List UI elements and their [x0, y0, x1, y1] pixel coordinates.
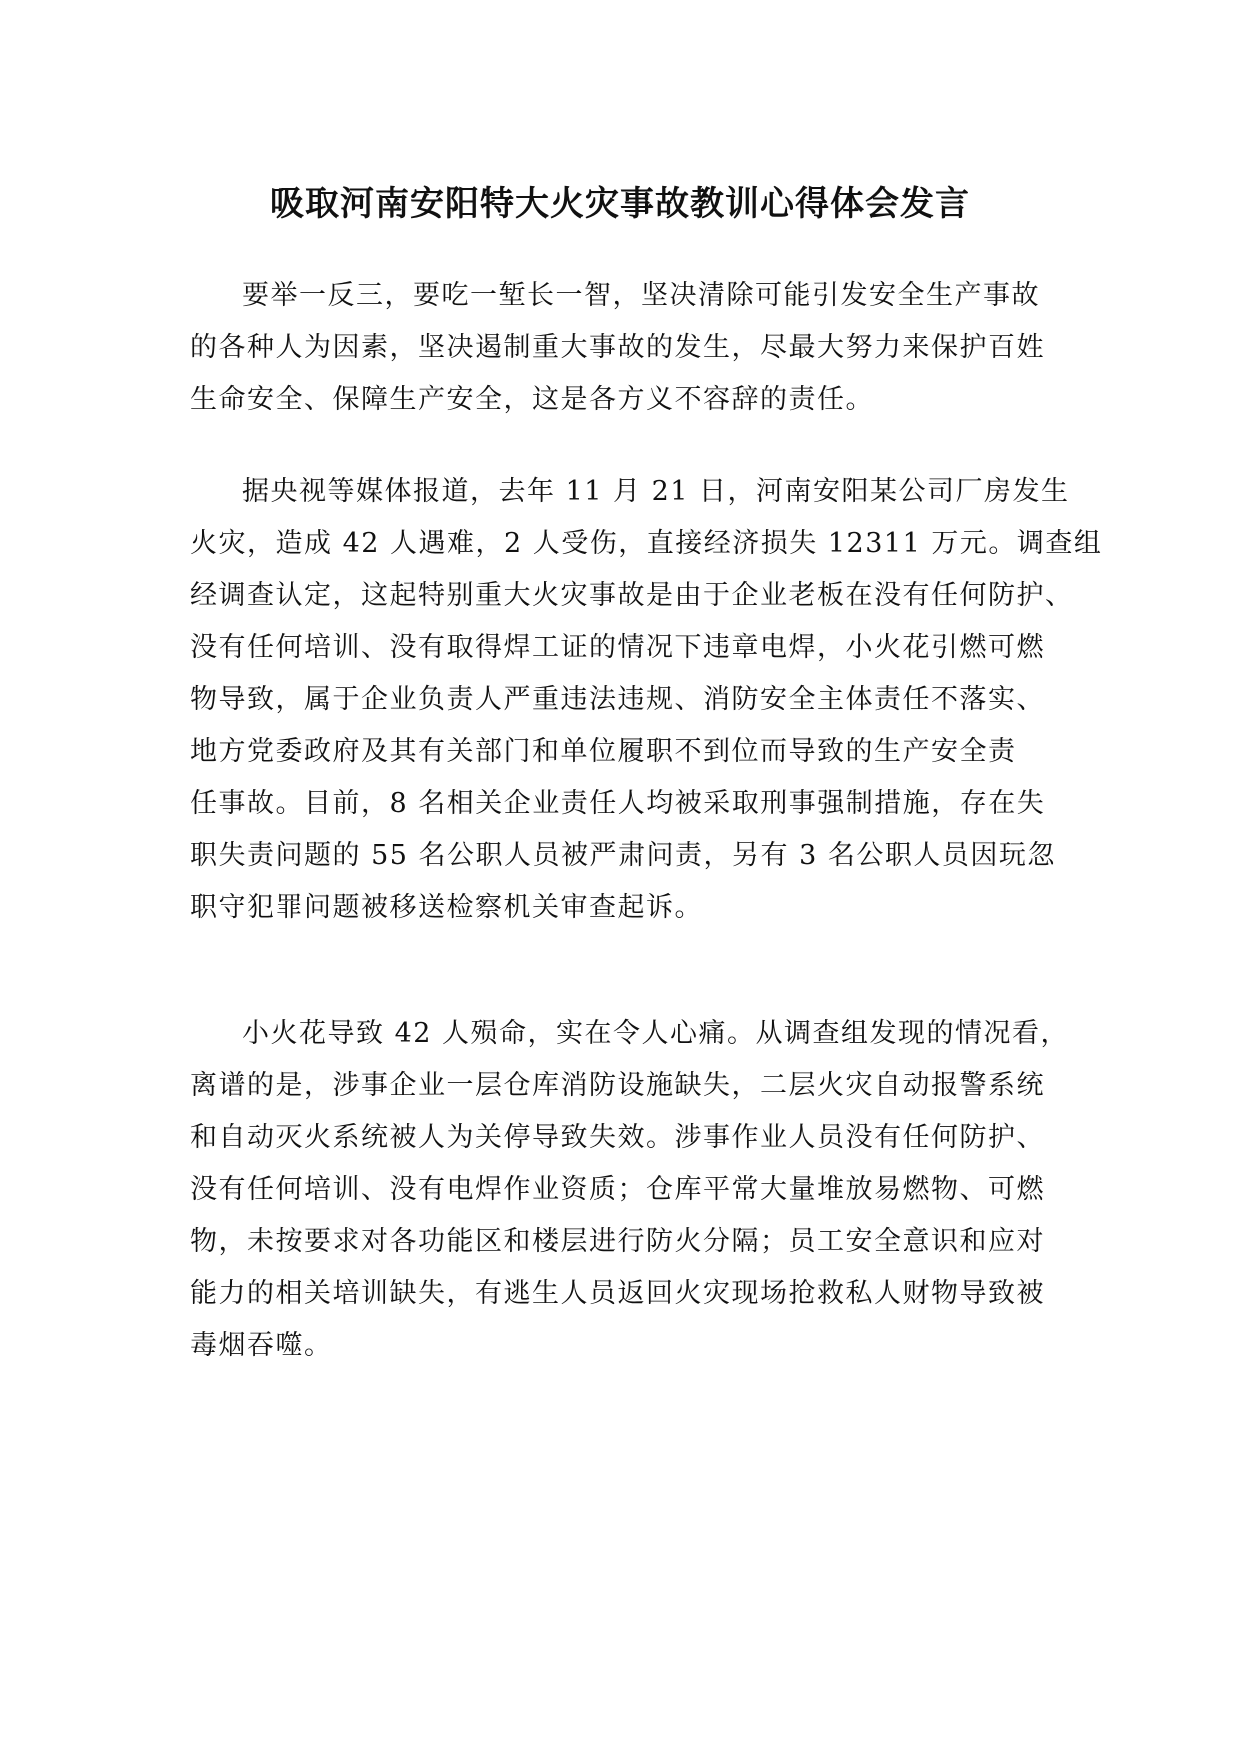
paragraph-line: 经调查认定，这起特别重大火灾事故是由于企业老板在没有任何防护、 [190, 580, 1074, 611]
paragraph-line: 职守犯罪问题被移送检察机关审查起诉。 [190, 892, 703, 923]
document-title: 吸取河南安阳特大火灾事故教训心得体会发言 [270, 184, 970, 224]
paragraph-line: 据央视等媒体报道，去年 11 月 21 日，河南安阳某公司厂房发生 [242, 476, 1070, 507]
paragraph [190, 466, 1103, 934]
paragraph-line: 能力的相关培训缺失，有逃生人员返回火灾现场抢救私人财物导致被 [190, 1278, 1045, 1309]
paragraph-line: 火灾，造成 42 人遇难，2 人受伤，直接经济损失 12311 万元。调查组 [190, 528, 1103, 559]
paragraph [190, 270, 1050, 426]
paragraph-line: 离谱的是，涉事企业一层仓库消防设施缺失，二层火灾自动报警系统 [190, 1070, 1045, 1101]
paragraph-line: 物导致，属于企业负责人严重违法违规、消防安全主体责任不落实、 [190, 684, 1045, 715]
paragraph-line: 毒烟吞噬。 [190, 1330, 333, 1361]
paragraph-line: 没有任何培训、没有取得焊工证的情况下违章电焊，小火花引燃可燃 [190, 632, 1045, 663]
paragraph-line: 要举一反三，要吃一堑长一智，坚决清除可能引发安全生产事故 [242, 280, 1040, 311]
paragraph-line: 生命安全、保障生产安全，这是各方义不容辞的责任。 [190, 384, 874, 415]
paragraph-line: 任事故。目前，8 名相关企业责任人均被采取刑事强制措施，存在失 [190, 788, 1046, 819]
paragraph [190, 1008, 1070, 1372]
paragraph-line: 物，未按要求对各功能区和楼层进行防火分隔；员工安全意识和应对 [190, 1226, 1045, 1257]
paragraph-line: 和自动灭火系统被人为关停导致失效。涉事作业人员没有任何防护、 [190, 1122, 1045, 1153]
paragraph-line: 的各种人为因素，坚决遏制重大事故的发生，尽最大努力来保护百姓 [190, 332, 1045, 363]
paragraph-line: 小火花导致 42 人殒命，实在令人心痛。从调查组发现的情况看， [242, 1018, 1070, 1049]
paragraph-line: 没有任何培训、没有电焊作业资质；仓库平常大量堆放易燃物、可燃 [190, 1174, 1045, 1205]
paragraph-line: 地方党委政府及其有关部门和单位履职不到位而导致的生产安全责 [190, 736, 1017, 767]
paragraph-line: 职失责问题的 55 名公职人员被严肃问责，另有 3 名公职人员因玩忽 [190, 840, 1056, 871]
